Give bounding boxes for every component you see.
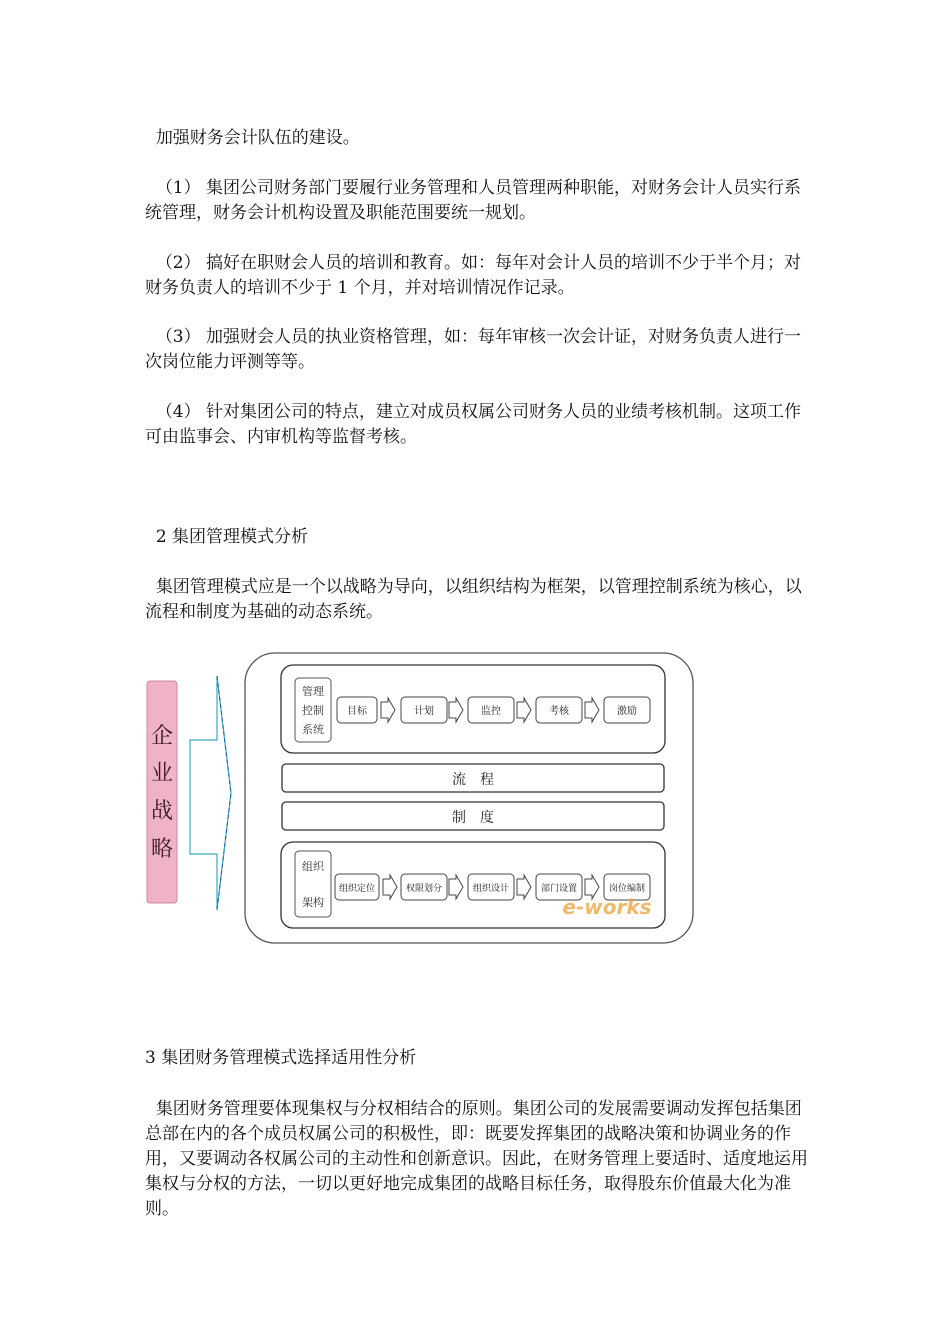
section-heading-3: 3 集团财务管理模式选择适用性分析 (145, 1048, 417, 1068)
paragraph-item-4: （4） 针对集团公司的特点，建立对成员权属公司财务人员的业绩考核机制。这项工作可由监事会、内审机构等监督考核。 (145, 402, 802, 447)
org-label-line-1: 组织 (302, 860, 324, 873)
strategy-char-4: 略 (150, 837, 174, 862)
strategy-box (147, 681, 177, 903)
step-target-label: 目标 (347, 706, 367, 717)
control-label-line-3: 系统 (302, 723, 324, 736)
eworks-watermark: e-works (562, 895, 652, 919)
section-heading-2: 2 集团管理模式分析 (145, 527, 309, 547)
strategy-char-3: 战 (150, 799, 174, 824)
org-step-positioning-label: 组织定位 (338, 884, 376, 894)
arrow-dashed-edge (217, 676, 231, 910)
control-label-line-1: 管理 (302, 685, 324, 698)
strategy-char-1: 企 (150, 724, 174, 749)
process-label: 流 程 (452, 772, 494, 788)
org-label-line-2: 架构 (302, 896, 324, 909)
step-monitor-label: 监控 (481, 706, 501, 717)
step-assess-label: 考核 (549, 706, 569, 717)
org-step-staffing-label: 岗位编制 (608, 884, 646, 894)
step-incentive-label: 激励 (617, 706, 637, 717)
control-label-line-2: 控制 (302, 704, 324, 717)
paragraph-centralization: 集团财务管理要体现集权与分权相结合的原则。集团公司的发展需要调动发挥包括集团总部在内的各个成员权属公司的积极性，即：既要发挥集团的战略决策和协调业务的作用，又要调动各权属公司的主动性和创新意识。因此，在财务管理上要适时、适度地运用集权与分权的方法，一切以更好地完成集团的战略目标任务，取得股东价值最大化为准则。 (145, 1099, 808, 1219)
strategy-char-2: 业 (150, 761, 174, 786)
paragraph-team-building: 加强财务会计队伍的建设。 (145, 128, 360, 148)
step-plan-label: 计划 (414, 706, 434, 717)
paragraph-item-1: （1） 集团公司财务部门要履行业务管理和人员管理两种职能，对财务会计人员实行系统管理，财务会计机构设置及职能范围要统一规划。 (145, 178, 802, 223)
org-step-department-label: 部门设置 (540, 884, 578, 894)
system-label: 制 度 (452, 810, 494, 826)
org-step-authority-label: 权限划分 (405, 884, 443, 894)
paragraph-mode-analysis: 集团管理模式应是一个以战略为导向，以组织结构为框架，以管理控制系统为核心，以流程和制度为基础的动态系统。 (145, 577, 802, 622)
org-step-design-label: 组织设计 (472, 884, 510, 894)
management-mode-diagram (145, 648, 700, 948)
big-arrow (190, 676, 231, 910)
paragraph-item-2: （2） 搞好在职财会人员的培训和教育。如：每年对会计人员的培训不少于半个月；对财务负责人的培训不少于 1 个月，并对培训情况作记录。 (145, 253, 802, 298)
paragraph-item-3: （3） 加强财会人员的执业资格管理，如：每年审核一次会计证，对财务负责人进行一次岗位能力评测等等。 (145, 327, 802, 372)
